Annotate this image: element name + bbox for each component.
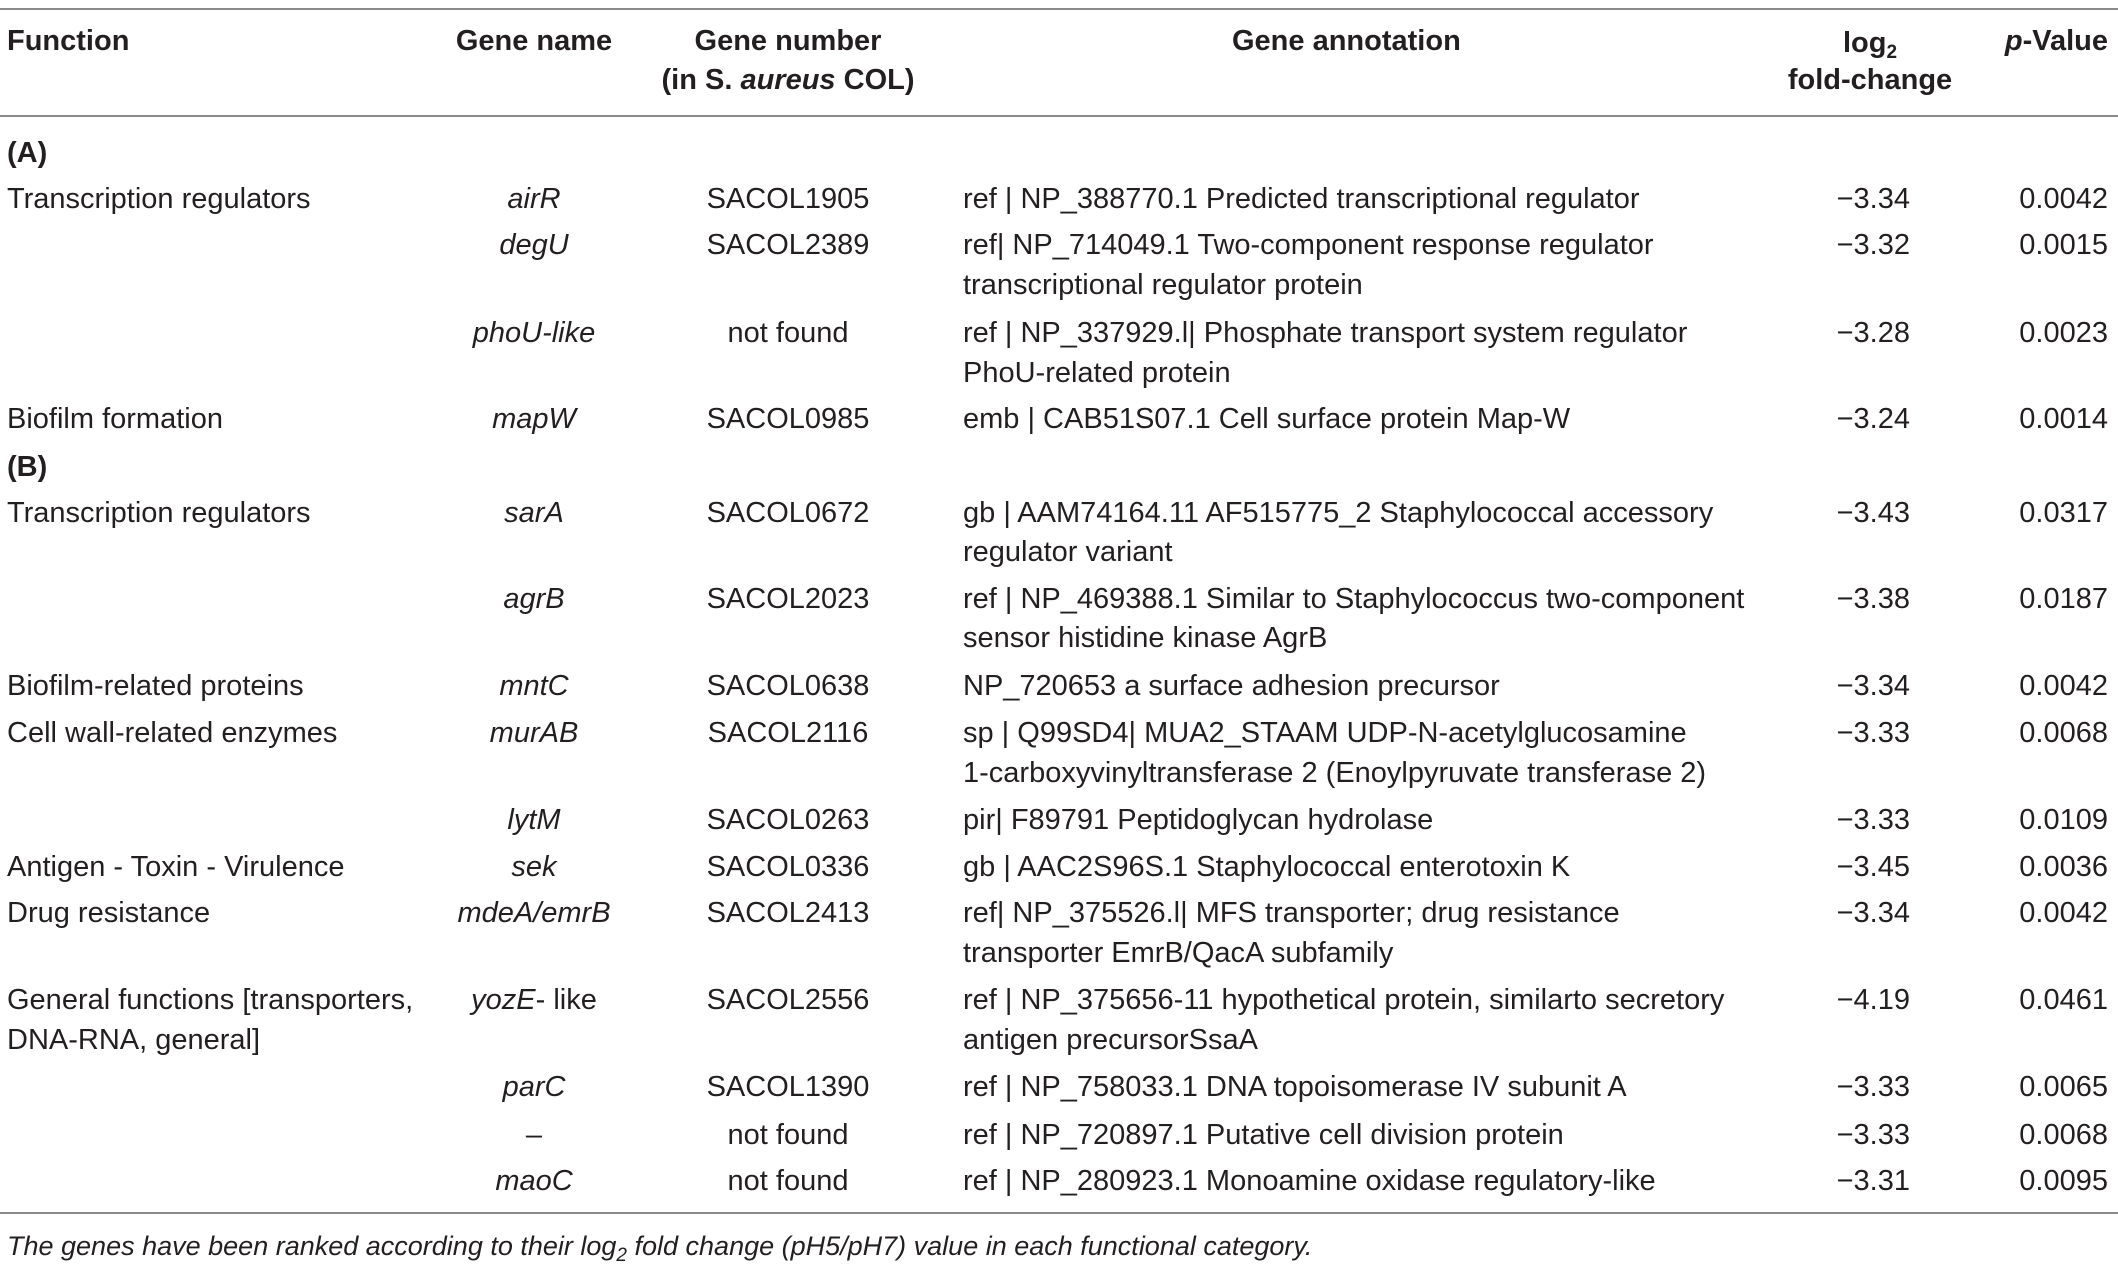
row-p-value: 0.0015 (2019, 229, 2108, 261)
bottom-rule (0, 1212, 2118, 1214)
row-function-line2: DNA-RNA, general] (7, 1024, 261, 1056)
row-annotation-line2: sensor histidine kinase AgrB (963, 622, 1328, 654)
row-function: Biofilm-related proteins (7, 670, 304, 702)
row-gene-name: mdeA/emrB (457, 897, 611, 929)
row-fold-change: −3.28 (1836, 317, 1910, 349)
row-gene-number: SACOL0336 (706, 851, 870, 883)
row-gene-number: SACOL0263 (706, 804, 870, 836)
row-gene-number: SACOL2556 (706, 984, 870, 1016)
row-annotation: sp | Q99SD4| MUA2_STAAM UDP-N-acetylglucosamine (963, 717, 1687, 749)
header-gene-number-line2: (in S. aureus COL) (661, 64, 915, 96)
row-annotation-line2: transcriptional regulator protein (963, 269, 1363, 301)
row-annotation-line2: 1-carboxyvinyltransferase 2 (Enoylpyruvate transferase 2) (963, 757, 1707, 789)
row-gene-name: murAB (489, 717, 579, 749)
row-gene-number: not found (727, 317, 849, 349)
row-fold-change: −3.33 (1836, 717, 1910, 749)
row-gene-name: agrB (503, 583, 565, 615)
row-annotation: ref | NP_280923.1 Monoamine oxidase regulatory-like (963, 1165, 1656, 1197)
row-function: Biofilm formation (7, 403, 223, 435)
row-function: General functions [transporters, (7, 984, 414, 1016)
row-annotation-line2: transporter EmrB/QacA subfamily (963, 937, 1394, 969)
header-log-fold-line2: fold-change (1787, 64, 1953, 96)
row-annotation: ref | NP_375656-11 hypothetical protein, similarto secretory (963, 984, 1725, 1016)
row-function: Cell wall-related enzymes (7, 717, 338, 749)
row-fold-change: −3.33 (1836, 804, 1910, 836)
row-gene-name: mapW (492, 403, 576, 435)
row-annotation-line2: antigen precursorSsaA (963, 1024, 1258, 1056)
row-gene-name: parC (502, 1071, 566, 1103)
row-annotation: pir| F89791 Peptidoglycan hydrolase (963, 804, 1434, 836)
row-p-value: 0.0023 (2019, 317, 2108, 349)
row-fold-change: −3.43 (1836, 497, 1910, 529)
row-fold-change: −3.38 (1836, 583, 1910, 615)
table-footnote: The genes have been ranked according to their $\log_2$ fold change (pH5/pH7) value in each functional category. (7, 1231, 1313, 1266)
row-annotation: ref | NP_388770.1 Predicted transcriptional regulator (963, 183, 1640, 215)
row-p-value: 0.0187 (2019, 583, 2108, 615)
row-function: Transcription regulators (7, 183, 311, 215)
row-fold-change: −3.34 (1836, 897, 1910, 929)
row-gene-name: airR (507, 183, 561, 215)
row-p-value: 0.0042 (2019, 183, 2108, 215)
row-p-value: 0.0461 (2019, 984, 2108, 1016)
row-gene-number: SACOL0672 (706, 497, 870, 529)
row-gene-number: SACOL2413 (706, 897, 870, 929)
row-gene-name: mntC (499, 670, 569, 702)
row-annotation: ref | NP_469388.1 Similar to Staphylococcus two-component (963, 583, 1745, 615)
row-p-value: 0.0065 (2019, 1071, 2108, 1103)
row-p-value: 0.0014 (2019, 403, 2108, 435)
row-gene-name: sek (511, 851, 557, 883)
row-gene-name: sarA (504, 497, 564, 529)
row-p-value: 0.0042 (2019, 897, 2108, 929)
header-gene-number-line1: Gene number (694, 25, 882, 57)
row-p-value: 0.0036 (2019, 851, 2108, 883)
row-function: Antigen - Toxin - Virulence (7, 851, 345, 883)
row-gene-name: maoC (495, 1165, 573, 1197)
row-fold-change: −3.34 (1836, 670, 1910, 702)
header-gene-name: Gene name (455, 25, 613, 57)
header-gene-annotation: Gene annotation (1232, 25, 1461, 57)
row-function: Drug resistance (7, 897, 211, 929)
row-p-value: 0.0068 (2019, 717, 2108, 749)
row-fold-change: −3.32 (1836, 229, 1910, 261)
row-annotation: ref| NP_714049.1 Two-component response regulator (963, 229, 1654, 261)
row-gene-number: SACOL0985 (706, 403, 870, 435)
row-p-value: 0.0042 (2019, 670, 2108, 702)
row-annotation: ref | NP_758033.1 DNA topoisomerase IV subunit A (963, 1071, 1627, 1103)
row-gene-number: SACOL0638 (706, 670, 870, 702)
header-function: Function (7, 25, 130, 57)
row-annotation: NP_720653 a surface adhesion precursor (963, 670, 1500, 702)
row-annotation: ref | NP_337929.l| Phosphate transport system regulator (963, 317, 1688, 349)
row-gene-number: not found (727, 1119, 849, 1151)
row-p-value: 0.0317 (2019, 497, 2108, 529)
section-a-label: (A) (7, 137, 48, 169)
row-annotation: ref | NP_720897.1 Putative cell division protein (963, 1119, 1564, 1151)
row-gene-number: SACOL2389 (706, 229, 870, 261)
row-gene-name: lytM (507, 804, 561, 836)
row-p-value: 0.0068 (2019, 1119, 2108, 1151)
header-p-value: p-Value (2004, 25, 2108, 57)
row-gene-name: – (525, 1119, 543, 1151)
row-p-value: 0.0109 (2019, 804, 2108, 836)
row-gene-name: phoU-like (472, 317, 596, 349)
row-fold-change: −3.45 (1836, 851, 1910, 883)
row-function: Transcription regulators (7, 497, 311, 529)
row-fold-change: −3.33 (1836, 1071, 1910, 1103)
row-fold-change: −3.34 (1836, 183, 1910, 215)
top-rule (0, 8, 2118, 10)
row-annotation-line2: regulator variant (963, 536, 1173, 568)
row-gene-number: SACOL2116 (707, 717, 869, 749)
section-b-label: (B) (7, 451, 48, 483)
row-gene-name: degU (499, 229, 569, 261)
row-p-value: 0.0095 (2019, 1165, 2108, 1197)
row-gene-number: not found (727, 1165, 849, 1197)
row-annotation: emb | CAB51S07.1 Cell surface protein Map-W (963, 403, 1571, 435)
row-fold-change: −3.24 (1836, 403, 1910, 435)
row-fold-change: −4.19 (1836, 984, 1910, 1016)
row-annotation: ref| NP_375526.l| MFS transporter; drug resistance (963, 897, 1620, 929)
row-gene-number: SACOL1390 (706, 1071, 870, 1103)
header-log-fold-line1: $\log_2$ (1842, 27, 1898, 63)
row-gene-number: SACOL2023 (706, 583, 870, 615)
row-annotation: gb | AAC2S96S.1 Staphylococcal enterotoxin K (963, 851, 1571, 883)
row-gene-number: SACOL1905 (706, 183, 870, 215)
row-fold-change: −3.33 (1836, 1119, 1910, 1151)
header-rule (0, 115, 2118, 117)
row-fold-change: −3.31 (1836, 1165, 1910, 1197)
row-gene-name: yozE- like (471, 984, 597, 1016)
row-annotation: gb | AAM74164.11 AF515775_2 Staphylococcal accessory (963, 497, 1714, 529)
row-annotation-line2: PhoU-related protein (963, 357, 1231, 389)
